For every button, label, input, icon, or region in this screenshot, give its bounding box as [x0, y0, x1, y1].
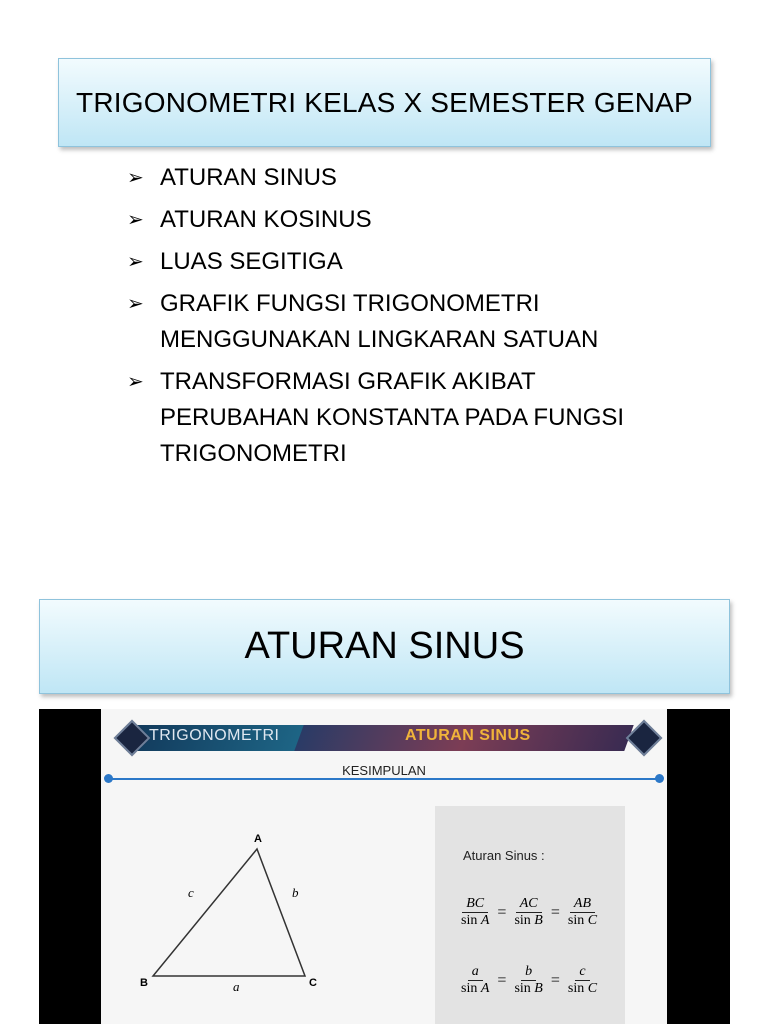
vertex-a-label: A — [254, 833, 262, 845]
topic-list — [127, 160, 687, 478]
triangle-diagram — [137, 829, 337, 1009]
equals-sign: = — [550, 971, 560, 989]
side-c-label: c — [188, 885, 194, 900]
triangle-shape — [153, 849, 305, 976]
fraction: $\frac{b}{\text{sin B}}$ — [514, 964, 543, 996]
fraction: $\frac{a}{\text{sin A}}$ — [461, 964, 490, 996]
fraction: $\frac{c}{\text{sin C}}$ — [567, 964, 598, 996]
equals-sign: = — [497, 903, 507, 921]
slide2-title-box — [39, 599, 730, 694]
section-label: KESIMPULAN — [342, 763, 426, 778]
vertex-c-label: C — [309, 977, 317, 989]
video-content — [101, 709, 667, 1024]
divider-line — [107, 778, 661, 780]
vertex-b-label: B — [140, 977, 148, 989]
fraction: $\frac{AC}{\text{sin B}}$ — [514, 896, 543, 928]
arrow-bullet-icon: ➢ — [127, 371, 144, 393]
slide1-title: TRIGONOMETRI KELAS X SEMESTER GENAP — [76, 86, 693, 118]
fraction: $\frac{AB}{\text{sin C}}$ — [567, 896, 598, 928]
divider-dot-left — [104, 774, 113, 783]
divider-dot-right — [655, 774, 664, 783]
arrow-bullet-icon: ➢ — [127, 209, 144, 231]
banner-right-label: ATURAN SINUS — [405, 727, 531, 744]
formula-title: Aturan Sinus : — [463, 848, 545, 863]
banner-left-label: TRIGONOMETRI — [149, 727, 280, 744]
side-b-label: b — [292, 885, 299, 900]
list-item: ➢ ATURAN KOSINUS — [127, 202, 687, 238]
slide1-title-box — [58, 58, 711, 147]
arrow-bullet-icon: ➢ — [127, 167, 144, 189]
equals-sign: = — [550, 903, 560, 921]
list-item: ➢ GRAFIK FUNGSI TRIGONOMETRI MENGGUNAKAN LINGKARAN SATUAN — [127, 286, 687, 358]
list-item: ➢ TRANSFORMASI GRAFIK AKIBAT PERUBAHAN KONSTANTA PADA FUNGSI TRIGONOMETRI — [127, 364, 687, 472]
formula-row-1 — [459, 896, 599, 929]
formula-box — [435, 806, 625, 1024]
fraction: $\frac{BC}{\text{sin A}}$ — [461, 896, 490, 928]
formula-row-2 — [459, 964, 599, 997]
arrow-bullet-icon: ➢ — [127, 293, 144, 315]
equals-sign: = — [497, 971, 507, 989]
list-item: ➢ ATURAN SINUS — [127, 160, 687, 196]
video-banner — [109, 723, 659, 753]
arrow-bullet-icon: ➢ — [127, 251, 144, 273]
slide2-title: ATURAN SINUS — [244, 625, 525, 667]
side-a-label: a — [233, 979, 240, 994]
video-frame[interactable] — [39, 709, 730, 1024]
list-item: ➢ LUAS SEGITIGA — [127, 244, 687, 280]
